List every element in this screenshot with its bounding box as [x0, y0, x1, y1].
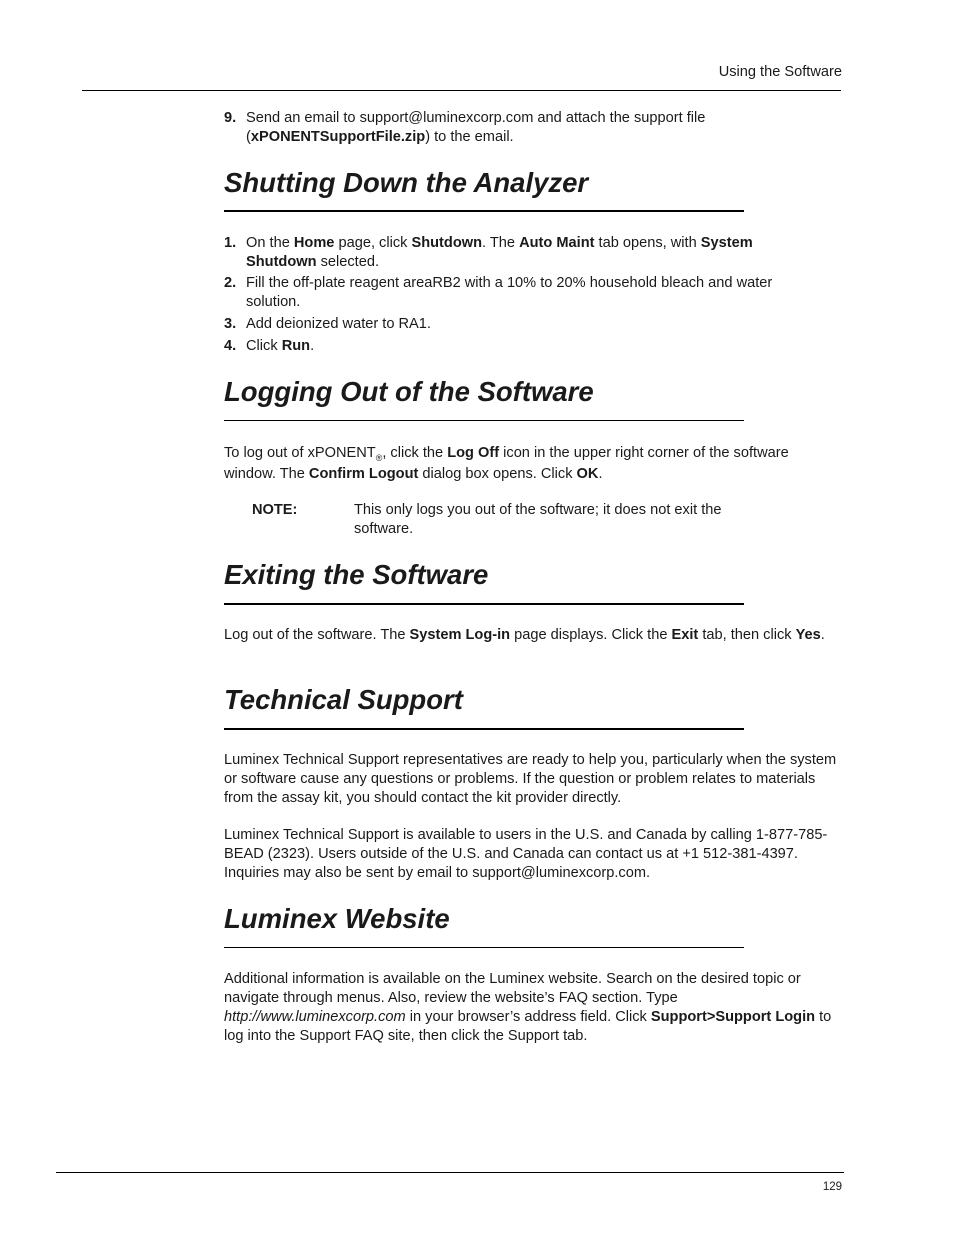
logging-out-paragraph: To log out of xPONENT$_®$, click the Log Off icon in the upper right corner of the software window. The Confirm Logout dialog box opens. Click OK. — [224, 445, 789, 482]
heading-logging-out: Logging Out of the Software — [224, 376, 594, 407]
note-label: NOTE: — [252, 502, 298, 518]
exiting-paragraph: Log out of the software. The System Log-in page displays. Click the Exit tab, then click Yes. — [224, 627, 825, 643]
step-number: 2. — [224, 275, 237, 291]
step-text: Add deionized water to RA1. — [246, 316, 431, 332]
heading-rule — [224, 603, 744, 605]
heading-rule — [224, 210, 744, 212]
step-2 — [224, 274, 824, 312]
support-paragraph-1: Luminex Technical Support representatives are ready to help you, particularly when the system or software cause any questions or problems. If the question or problem relates to materials from the assay kit, you should contact the kit provider directly. — [224, 752, 837, 806]
heading-shutting-down: Shutting Down the Analyzer — [224, 167, 589, 198]
step-text: On the Home page, click Shutdown. The Auto Maint tab opens, with System Shutdown selected. — [246, 235, 753, 270]
step-number: 9. — [224, 110, 237, 126]
step-text: Fill the off-plate reagent areaRB2 with a 10% to 20% household bleach and water solution. — [246, 275, 773, 310]
heading-rule — [224, 947, 744, 948]
step-1 — [224, 234, 824, 272]
heading-rule — [224, 420, 744, 421]
step-3 — [224, 315, 824, 334]
heading-luminex-website: Luminex Website — [224, 903, 450, 934]
heading-technical-support: Technical Support — [224, 684, 463, 715]
support-paragraph-2: Luminex Technical Support is available to users in the U.S. and Canada by calling 1-877-785-BEAD (2323). Users outside of the U.S. and Canada can contact us at +1 512-381-4397. Inquiries may also be sent by email to support@luminexcorp.com. — [224, 827, 828, 881]
header-rule — [82, 90, 841, 91]
step-number: 3. — [224, 316, 237, 332]
step-4 — [224, 337, 824, 356]
footer-rule — [56, 1172, 844, 1173]
step-text: Send an email to support@luminexcorp.com and attach the support file (xPONENTSupportFile.zip) to the email. — [246, 110, 706, 145]
heading-exiting: Exiting the Software — [224, 559, 489, 590]
step-9 — [224, 109, 824, 147]
note-text: This only logs you out of the software; it does not exit the software. — [354, 502, 722, 537]
running-header: Using the Software — [718, 64, 842, 80]
heading-rule — [224, 728, 744, 730]
step-number: 1. — [224, 235, 237, 251]
step-number: 4. — [224, 338, 237, 354]
website-paragraph: Additional information is available on the Luminex website. Search on the desired topic or navigate through menus. Also, review the website’s FAQ section. Type http://www.luminexcorp.com in your browser’s address field. Click Support>Support Login to log into the Support FAQ site, then click the Support tab. — [224, 971, 832, 1044]
page-number: 129 — [822, 1181, 842, 1193]
step-text: Click Run. — [246, 338, 315, 354]
